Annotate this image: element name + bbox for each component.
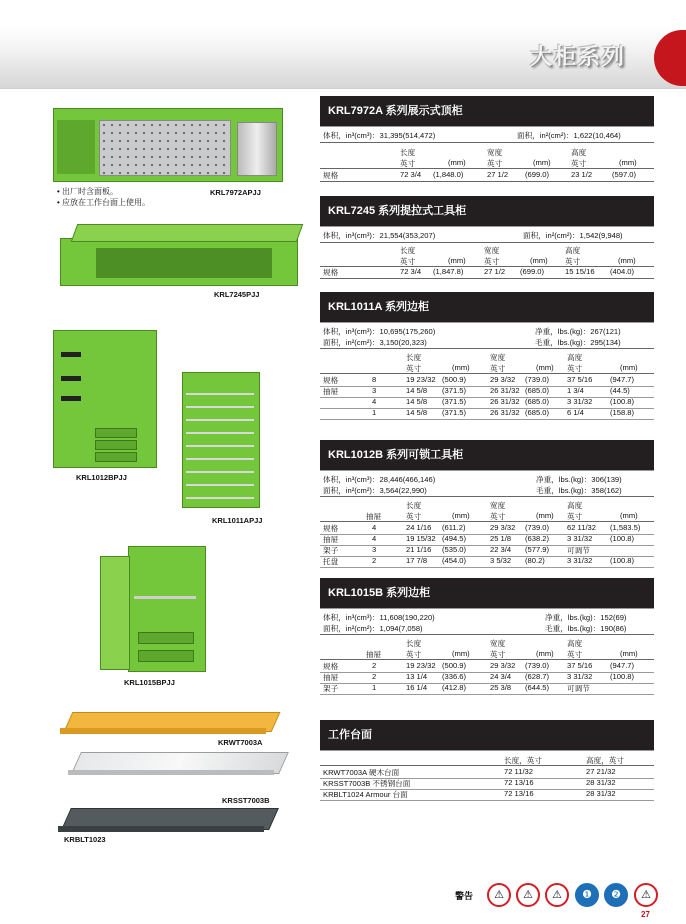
- spec-panel-krl7245: [320, 196, 654, 280]
- table-cell: (371.5): [442, 408, 467, 417]
- table-cell: 26 31/32: [490, 408, 520, 417]
- panel-title: KRL1015B 系列边柜: [320, 578, 654, 608]
- warning-label: 警告: [455, 891, 474, 901]
- row-divider: [320, 800, 654, 801]
- table-cell: 37 5/16: [567, 661, 593, 670]
- volume: 体积，in³(cm³)：21,554(353,207): [323, 231, 436, 240]
- table-cell: KRSST7003B 不锈钢台面: [323, 779, 411, 788]
- table-cell: (739.0): [525, 375, 550, 384]
- table-cell: 3 31/32: [567, 672, 593, 681]
- label-krl1012bpjj: KRL1012BPJJ: [76, 473, 127, 482]
- table-row: [320, 778, 654, 788]
- col-height: 高度，英寸: [586, 756, 624, 765]
- col-length: 长度: [400, 148, 416, 157]
- volume: 体积，in³(cm³)：11,608(190,220): [323, 613, 435, 622]
- unit-mm: (mm): [618, 256, 636, 265]
- table-cell: (739.0): [525, 523, 550, 532]
- unit-in: 英寸: [400, 257, 416, 266]
- col-width: 宽度: [484, 246, 500, 255]
- section-title: 大柜系列: [529, 45, 626, 70]
- unit-in: 英寸: [406, 512, 422, 521]
- table-cell: (412.8): [442, 683, 467, 692]
- area: 面积，in²(cm²)：1,094(7,058): [323, 624, 423, 633]
- table-cell: 72 13/16: [504, 778, 534, 787]
- unit-in: 英寸: [487, 159, 503, 168]
- unit-in: 英寸: [490, 364, 506, 373]
- net-weight: 净重，lbs.(kg)：267(121): [535, 327, 621, 336]
- table-cell: 14 5/8: [406, 397, 428, 406]
- table-row: [320, 375, 654, 385]
- image-krl7972a: [53, 108, 283, 182]
- image-krblt1023: [58, 808, 274, 836]
- table-cell: 4: [372, 534, 377, 543]
- panel-title: KRL7972A 系列展示式顶柜: [320, 96, 654, 126]
- panel-title: KRL1011A 系列边柜: [320, 292, 654, 322]
- table-row: 规格 72 3/4 (1,848.0) 27 1/2 (699.0) 23 1/2 (597.0): [323, 170, 637, 180]
- no-climbing-icon: ⚠: [487, 883, 511, 907]
- table-cell: 25 3/8: [490, 683, 512, 692]
- table-cell: 规格: [323, 662, 339, 671]
- table-cell: (100.8): [610, 534, 635, 543]
- col-drawers: 抽屉: [366, 650, 382, 659]
- table-cell: 19 23/32: [406, 661, 436, 670]
- col-width: 宽度: [487, 148, 503, 157]
- unit-in: 英寸: [567, 364, 583, 373]
- table-cell: (100.8): [610, 397, 635, 406]
- table-cell: (1,583.5): [610, 523, 641, 532]
- table-row: 规格 72 3/4 (1,847.8) 27 1/2 (699.0) 15 15/16 (404.0): [323, 267, 635, 277]
- unit-in: 英寸: [490, 512, 506, 521]
- table-cell: 1: [372, 408, 377, 417]
- table-cell: 可调节: [567, 684, 590, 693]
- table-cell: 8: [372, 375, 377, 384]
- table-cell: 托盘: [323, 557, 339, 566]
- table-cell: (535.0): [442, 545, 467, 554]
- spec-panel-worktops: [320, 720, 654, 800]
- table-cell: 72 11/32: [504, 767, 533, 776]
- notes: [57, 186, 150, 208]
- table-row: [320, 672, 654, 682]
- table-row: [320, 386, 654, 396]
- unit-in: 英寸: [567, 650, 583, 659]
- table-cell: 17 7/8: [406, 556, 428, 565]
- no-overload-icon: ⚠: [634, 883, 658, 907]
- lock-casters-icon: ❶: [575, 883, 599, 907]
- table-cell: 26 31/32: [490, 386, 520, 395]
- table-cell: 21 1/16: [406, 545, 432, 554]
- unit-mm: (mm): [530, 256, 548, 265]
- table-cell: 22 3/4: [490, 545, 512, 554]
- panel-title: 工作台面: [320, 720, 654, 750]
- table-cell: 14 5/8: [406, 408, 428, 417]
- note-1: • 出厂时含面板。: [57, 187, 119, 196]
- row-divider: [320, 419, 654, 420]
- unit-mm: (mm): [448, 158, 466, 167]
- table-row: [320, 556, 654, 566]
- unit-mm: (mm): [533, 158, 551, 167]
- table-cell: (739.0): [525, 661, 550, 670]
- label-krl1015bpjj: KRL1015BPJJ: [124, 678, 175, 687]
- table-cell: (158.8): [610, 408, 635, 417]
- image-krl1015b: [100, 546, 206, 672]
- col-length: 长度，英寸: [504, 756, 542, 765]
- table-cell: (685.0): [525, 397, 550, 406]
- col-width: 宽度: [490, 639, 506, 648]
- table-cell: 3 5/32: [490, 556, 512, 565]
- table-cell: 29 3/32: [490, 661, 516, 670]
- spec-panel-krl1011a: [320, 292, 654, 422]
- table-cell: (685.0): [525, 408, 550, 417]
- row-divider: [320, 694, 654, 695]
- no-tipping-icon: ⚠: [545, 883, 569, 907]
- table-cell: 62 11/32: [567, 523, 596, 532]
- table-cell: 3 31/32: [567, 556, 593, 565]
- header-rule: [0, 88, 686, 89]
- unit-mm: (mm): [536, 511, 554, 520]
- col-height: 高度: [567, 353, 583, 362]
- unit-in: 英寸: [567, 512, 583, 521]
- unit-mm: (mm): [452, 511, 470, 520]
- image-krl1011a: [182, 372, 260, 508]
- table-cell: 2: [372, 556, 377, 565]
- table-cell: 16 1/4: [406, 683, 428, 692]
- col-height: 高度: [571, 148, 587, 157]
- unit-in: 英寸: [406, 364, 422, 373]
- table-cell: 抽屉: [323, 387, 339, 396]
- no-standing-icon: ⚠: [516, 883, 540, 907]
- table-cell: 6 1/4: [567, 408, 584, 417]
- spec-panel-krl1015b: [320, 578, 654, 696]
- table-cell: KRWT7003A 硬木台面: [323, 768, 400, 777]
- image-krl7245: [60, 224, 300, 286]
- table-cell: 抽屉: [323, 535, 339, 544]
- table-row: [320, 523, 654, 533]
- table-cell: (947.7): [610, 661, 635, 670]
- table-row: [320, 397, 654, 407]
- unit-mm: (mm): [620, 363, 638, 372]
- table-cell: 2: [372, 672, 377, 681]
- area: 面积，in²(cm²)：1,542(9,948): [523, 231, 623, 240]
- read-manual-icon: ❷: [604, 883, 628, 907]
- unit-mm: (mm): [536, 649, 554, 658]
- label-krl1011apjj: KRL1011APJJ: [212, 516, 263, 525]
- table-row: [320, 683, 654, 693]
- net-weight: 净重，lbs.(kg)：306(139): [536, 475, 622, 484]
- area: 面积，in²(cm²)：1,622(10,464): [517, 131, 621, 140]
- table-cell: 3 31/32: [567, 534, 593, 543]
- table-cell: (611.2): [442, 523, 466, 532]
- table-row: [320, 789, 654, 799]
- table-cell: 19 23/32: [406, 375, 436, 384]
- col-length: 长度: [406, 501, 422, 510]
- unit-mm: (mm): [448, 256, 466, 265]
- table-cell: 28 31/32: [586, 789, 616, 798]
- table-cell: 27 21/32: [586, 767, 616, 776]
- table-cell: 26 31/32: [490, 397, 520, 406]
- table-cell: 抽屉: [323, 673, 339, 682]
- unit-in: 英寸: [490, 650, 506, 659]
- unit-in: 英寸: [400, 159, 416, 168]
- col-width: 宽度: [490, 353, 506, 362]
- table-cell: (638.2): [525, 534, 550, 543]
- table-row: [320, 767, 654, 777]
- table-cell: 1 3/4: [567, 386, 584, 395]
- table-cell: 13 1/4: [406, 672, 428, 681]
- table-cell: 29 3/32: [490, 523, 516, 532]
- col-length: 长度: [400, 246, 416, 255]
- unit-in: 英寸: [565, 257, 581, 266]
- area: 面积，in²(cm²)：3,150(20,323): [323, 338, 427, 347]
- col-height: 高度: [567, 639, 583, 648]
- table-cell: (336.6): [442, 672, 467, 681]
- table-cell: (494.5): [442, 534, 467, 543]
- volume: 体积，in³(cm³)：28,446(466,146): [323, 475, 436, 484]
- table-cell: (100.8): [610, 556, 635, 565]
- table-cell: 25 1/8: [490, 534, 512, 543]
- gross-weight: 毛重，lbs.(kg)：358(162): [536, 486, 622, 495]
- label-krblt1023: KRBLT1023: [64, 835, 106, 844]
- table-cell: 29 3/32: [490, 375, 516, 384]
- panel-title: KRL1012B 系列可锁工具柜: [320, 440, 654, 470]
- table-cell: (628.7): [525, 672, 550, 681]
- table-cell: 37 5/16: [567, 375, 593, 384]
- table-row: [320, 408, 654, 418]
- volume: 体积，in³(cm³)：31,395(514,472): [323, 131, 436, 140]
- table-cell: (500.9): [442, 375, 467, 384]
- label-krl7245pjj: KRL7245PJJ: [214, 290, 260, 299]
- table-cell: 3 31/32: [567, 397, 593, 406]
- table-cell: 架子: [323, 546, 339, 555]
- table-cell: KRBLT1024 Armour 台面: [323, 790, 408, 799]
- col-drawers: 抽屉: [366, 512, 382, 521]
- table-cell: 19 15/32: [406, 534, 436, 543]
- table-cell: (44.5): [610, 386, 630, 395]
- col-width: 宽度: [490, 501, 506, 510]
- unit-mm: (mm): [536, 363, 554, 372]
- volume: 体积，in³(cm³)：10,695(175,260): [323, 327, 436, 336]
- row-divider: [320, 567, 654, 568]
- table-cell: 规格: [323, 524, 339, 533]
- image-krwt7003a: [60, 712, 276, 738]
- unit-in: 英寸: [406, 650, 422, 659]
- table-row: [320, 661, 654, 671]
- table-cell: (644.5): [525, 683, 550, 692]
- table-cell: 规格: [323, 376, 339, 385]
- table-cell: 可调节: [567, 546, 590, 555]
- unit-mm: (mm): [619, 158, 637, 167]
- unit-mm: (mm): [620, 649, 638, 658]
- col-height: 高度: [567, 501, 583, 510]
- gross-weight: 毛重，lbs.(kg)：190(86): [545, 624, 627, 633]
- unit-mm: (mm): [452, 363, 470, 372]
- image-krl1012b: [53, 330, 159, 468]
- gross-weight: 毛重，lbs.(kg)：295(134): [535, 338, 621, 347]
- table-cell: (577.9): [525, 545, 550, 554]
- unit-mm: (mm): [620, 511, 638, 520]
- table-row: [320, 545, 654, 555]
- col-length: 长度: [406, 353, 422, 362]
- col-length: 长度: [406, 639, 422, 648]
- unit-in: 英寸: [484, 257, 500, 266]
- page-header: [0, 0, 686, 96]
- table-cell: 28 31/32: [586, 778, 616, 787]
- table-cell: (80.2): [525, 556, 545, 565]
- spec-panel-krl1012b: [320, 440, 654, 570]
- area: 面积，in²(cm²)：3,564(22,990): [323, 486, 427, 495]
- panel-title: KRL7245 系列提拉式工具柜: [320, 196, 654, 226]
- image-krsst7003b: [68, 752, 284, 780]
- table-cell: 1: [372, 683, 377, 692]
- table-cell: (500.9): [442, 661, 467, 670]
- table-cell: (947.7): [610, 375, 635, 384]
- label-krsst7003b: KRSST7003B: [222, 796, 270, 805]
- label-krl7972apjj: KRL7972APJJ: [210, 188, 261, 197]
- table-cell: 2: [372, 661, 377, 670]
- table-cell: 14 5/8: [406, 386, 428, 395]
- table-cell: 4: [372, 523, 377, 532]
- table-cell: 24 1/16: [406, 523, 432, 532]
- table-cell: 3: [372, 386, 377, 395]
- unit-in: 英寸: [571, 159, 587, 168]
- table-cell: (100.8): [610, 672, 635, 681]
- table-cell: 4: [372, 397, 377, 406]
- table-cell: (371.5): [442, 386, 467, 395]
- label-krwt7003a: KRWT7003A: [218, 738, 263, 747]
- table-cell: 24 3/4: [490, 672, 512, 681]
- table-cell: 架子: [323, 684, 339, 693]
- unit-mm: (mm): [452, 649, 470, 658]
- table-cell: 3: [372, 545, 377, 554]
- note-2: • 应放在工作台面上使用。: [57, 198, 151, 207]
- table-cell: (454.0): [442, 556, 467, 565]
- table-row: [320, 534, 654, 544]
- net-weight: 净重，lbs.(kg)：152(69): [545, 613, 627, 622]
- table-cell: 72 13/16: [504, 789, 534, 798]
- col-height: 高度: [565, 246, 581, 255]
- spec-panel-krl7972a: [320, 96, 654, 182]
- table-cell: (371.5): [442, 397, 467, 406]
- table-cell: (685.0): [525, 386, 550, 395]
- page-number: 27: [641, 910, 650, 919]
